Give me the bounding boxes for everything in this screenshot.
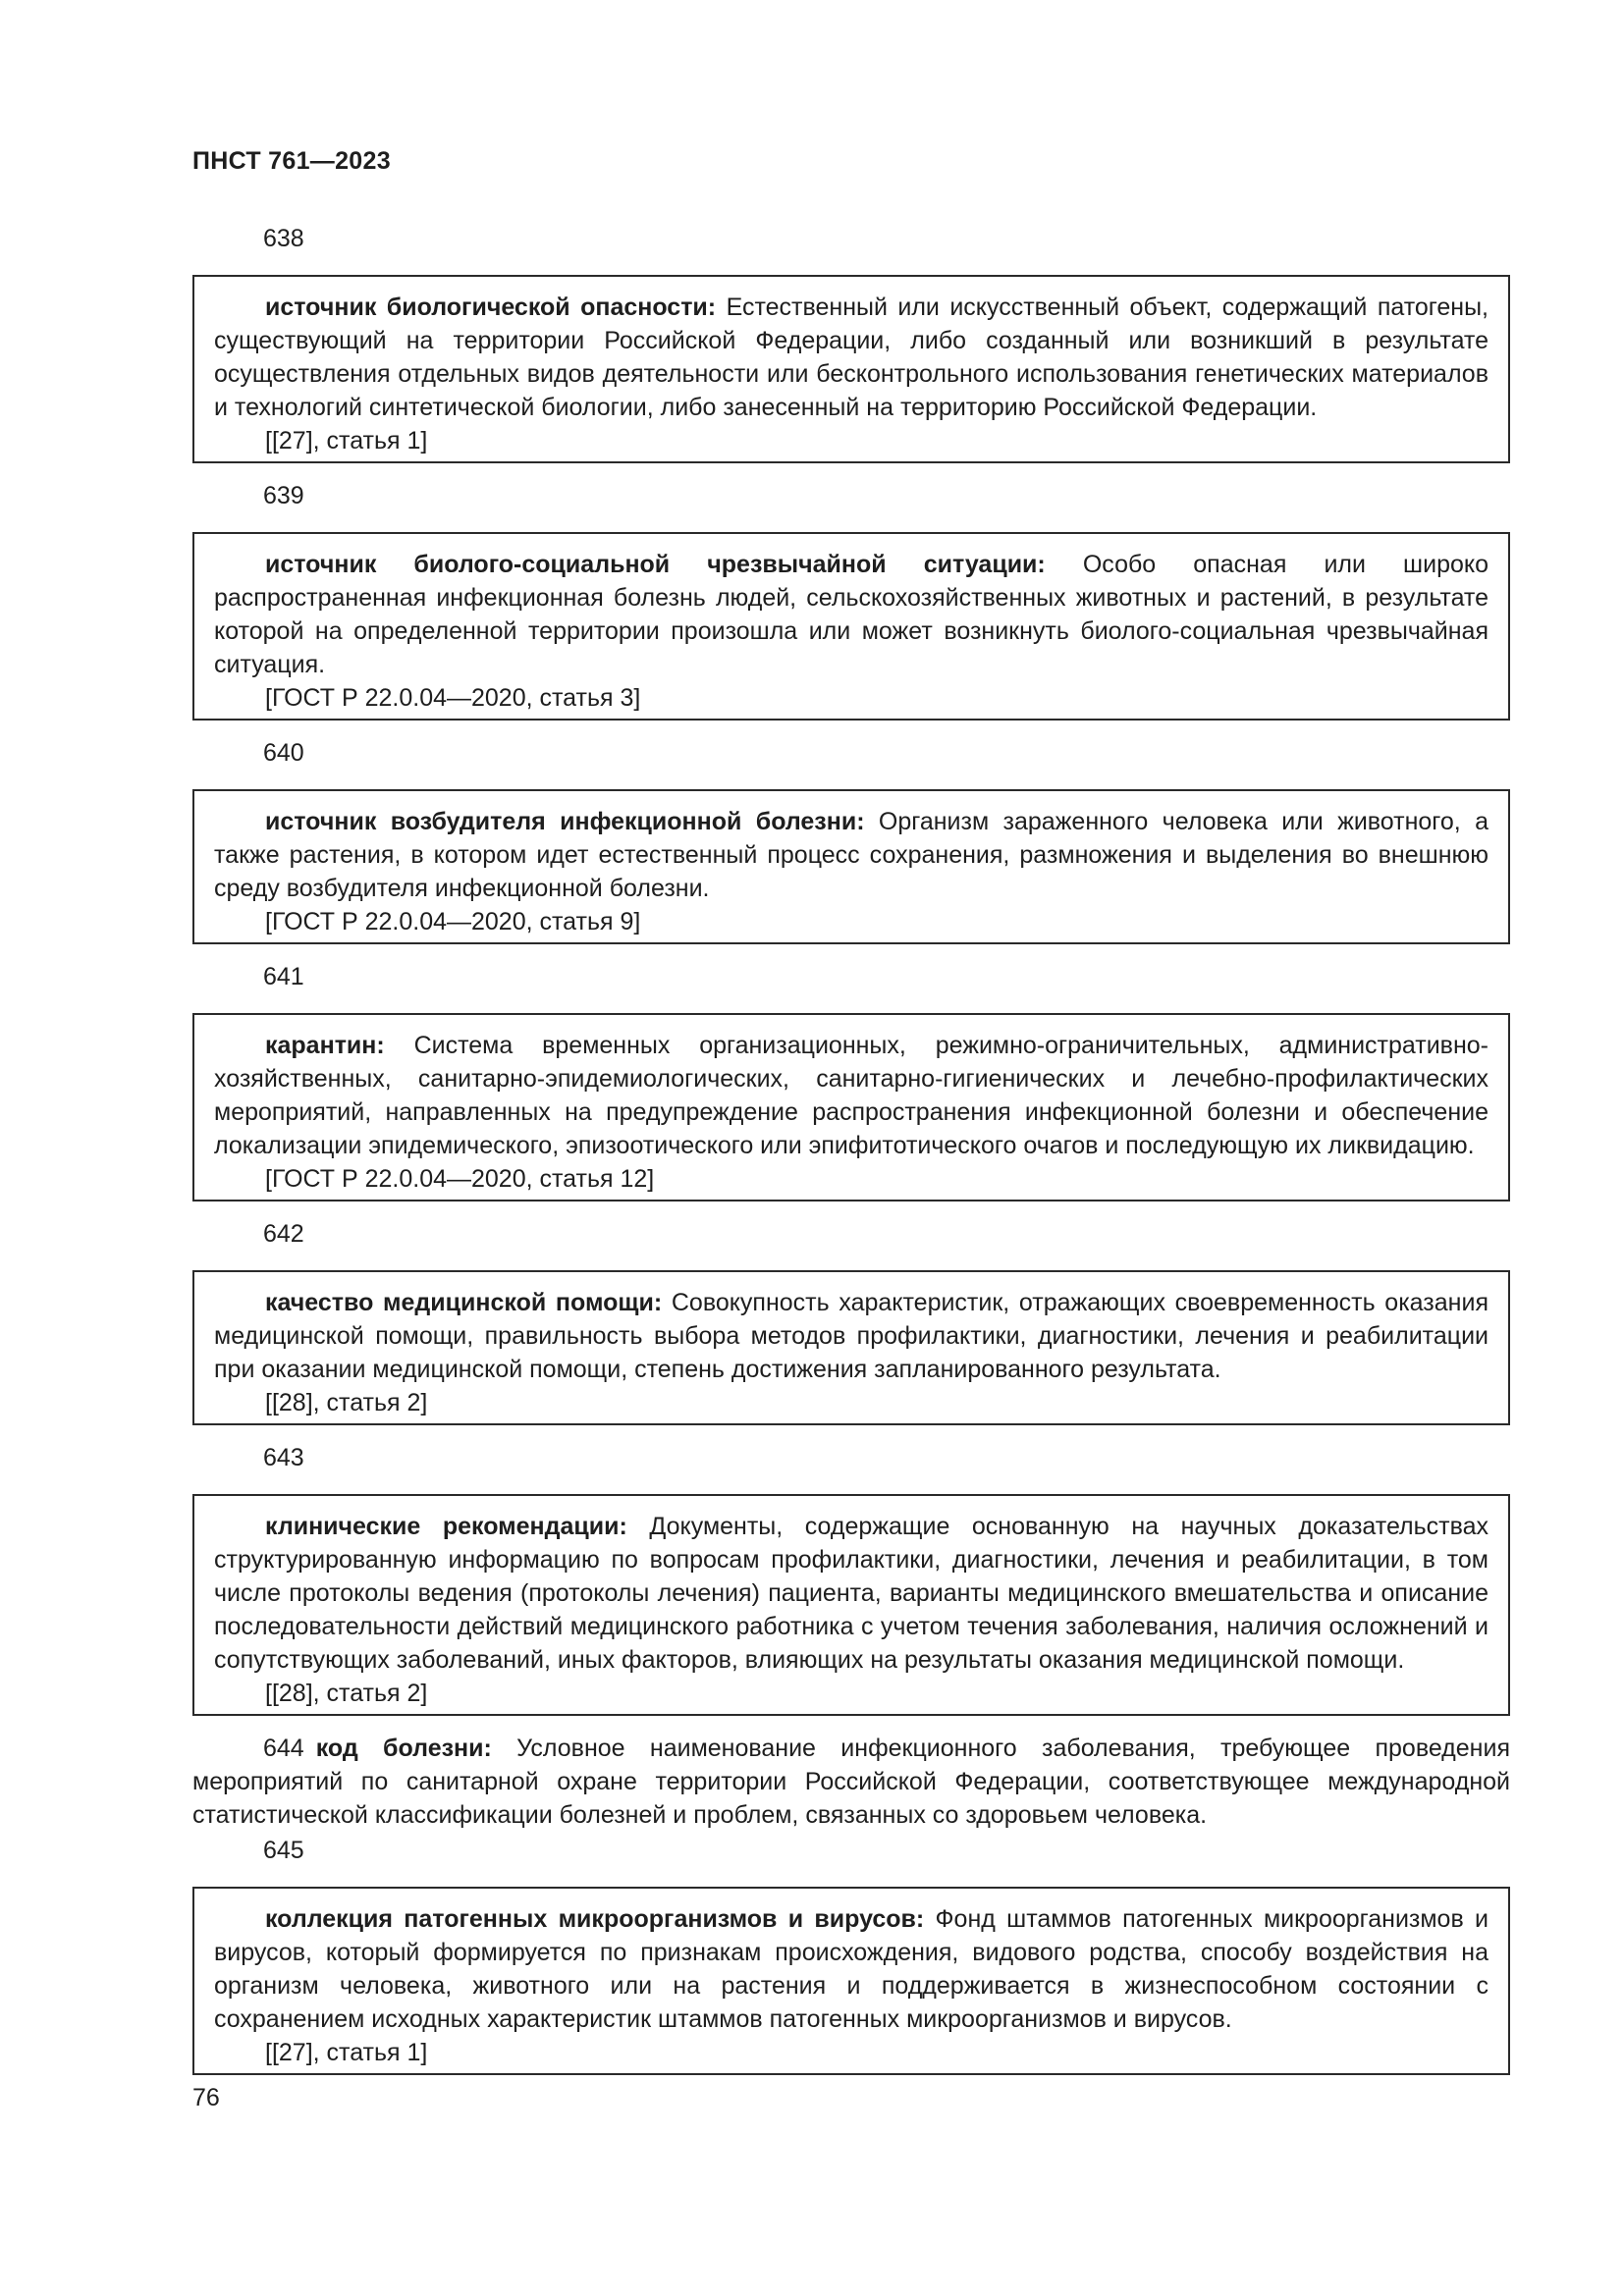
entry-number: 640 bbox=[263, 739, 304, 767]
term-text: Организм зараженного человека или животного, а также растения, в котором идет естественный процесс сохранения, размножения и выделения во внешнюю среду возбудителя инфекционной болезни. bbox=[214, 808, 1489, 902]
entry-number: 638 bbox=[263, 225, 304, 252]
term-definition bbox=[214, 1902, 1489, 2036]
entry-number: 645 bbox=[263, 1837, 304, 1864]
term-name: код болезни: bbox=[315, 1735, 492, 1762]
term-definition bbox=[214, 1510, 1489, 1677]
term-entry-box bbox=[192, 789, 1510, 944]
terms-list bbox=[192, 222, 1510, 2091]
term-name: источник биологической опасности: bbox=[265, 294, 717, 321]
entry-number: 641 bbox=[263, 963, 304, 990]
term-source: [[28], статья 2] bbox=[265, 1680, 428, 1707]
term-text: Система временных организационных, режимно-ограничительных, административно-хозяйственных, санитарно-эпидемиологических, санитарно-гигиенических и лечебно-профилактических мероприятий, направленных на предупреждение распространения инфекционной болезни и обеспечение локализации эпидемического, эпизоотического или эпифитотического очагов и последующую их ликвидацию. bbox=[214, 1032, 1489, 1159]
term-name: источник возбудителя инфекционной болезни: bbox=[265, 808, 865, 835]
term-name: источник биолого-социальной чрезвычайной ситуации: bbox=[265, 551, 1046, 578]
term-source: [[27], статья 1] bbox=[265, 427, 428, 454]
term-entry-box bbox=[192, 532, 1510, 721]
term-source: [[28], статья 2] bbox=[265, 1389, 428, 1416]
term-source: [ГОСТ Р 22.0.04—2020, статья 3] bbox=[265, 684, 641, 712]
entry-number: 639 bbox=[263, 482, 304, 509]
term-text: Естественный или искусственный объект, содержащий патогены, существующий на территории Российской Федерации, либо созданный или возникший в результате осуществления отдельных видов деятельности или бесконтрольного использования генетических материалов и технологий синтетической биологии, либо занесенный на территорию Российской Федерации. bbox=[214, 294, 1489, 421]
term-definition bbox=[192, 1732, 1510, 1832]
term-entry-box bbox=[192, 1013, 1510, 1201]
inline-term-entry bbox=[192, 1732, 1510, 1832]
term-name: качество медицинской помощи: bbox=[265, 1289, 663, 1316]
term-text: Документы, содержащие основанную на научных доказательствах структурированную информацию по вопросам профилактики, диагностики, лечения и реабилитации, в том числе протоколы ведения (протоколы лечения) пациента, варианты медицинского вмешательства и описание последовательности действий медицинского работника с учетом течения заболевания, наличия осложнений и сопутствующих заболеваний, иных факторов, влияющих на результаты оказания медицинской помощи. bbox=[214, 1513, 1489, 1674]
term-definition bbox=[214, 1029, 1489, 1162]
term-entry-box bbox=[192, 1887, 1510, 2075]
term-text: Фонд штаммов патогенных микроорганизмов и вирусов, который формируется по признакам происхождения, видового родства, способу воздействия на организм человека, животного или на растения и поддерживается в жизнеспособном состоянии с сохранением исходных характеристик штаммов патогенных микроорганизмов и вирусов. bbox=[214, 1905, 1489, 2033]
entry-number: 642 bbox=[263, 1220, 304, 1248]
term-text: Совокупность характеристик, отражающих своевременность оказания медицинской помощи, правильность выбора методов профилактики, диагностики, лечения и реабилитации при оказании медицинской помощи, степень достижения запланированного результата. bbox=[214, 1289, 1489, 1383]
term-text: Особо опасная или широко распространенная инфекционная болезнь людей, сельскохозяйственных животных и растений, в результате которой на определенной территории произошла или может возникнуть биолого-социальная чрезвычайная ситуация. bbox=[214, 551, 1489, 678]
term-definition bbox=[214, 805, 1489, 905]
entry-number: 643 bbox=[263, 1444, 304, 1471]
term-entry-box bbox=[192, 1270, 1510, 1425]
term-entry-box bbox=[192, 275, 1510, 463]
term-source: [[27], статья 1] bbox=[265, 2039, 428, 2066]
term-source: [ГОСТ Р 22.0.04—2020, статья 12] bbox=[265, 1165, 655, 1193]
term-source: [ГОСТ Р 22.0.04—2020, статья 9] bbox=[265, 908, 641, 935]
term-name: коллекция патогенных микроорганизмов и вирусов: bbox=[265, 1905, 925, 1933]
term-definition bbox=[214, 548, 1489, 681]
page-number: 76 bbox=[192, 2084, 220, 2111]
term-definition bbox=[214, 291, 1489, 424]
term-entry-box bbox=[192, 1494, 1510, 1716]
term-definition bbox=[214, 1286, 1489, 1386]
document-header: ПНСТ 761—2023 bbox=[192, 147, 391, 175]
term-text: Условное наименование инфекционного заболевания, требующее проведения мероприятий по санитарной охране территории Российской Федерации, соответствующее международной статистической классификации болезней и проблем, связанных со здоровьем человека. bbox=[192, 1735, 1510, 1829]
term-name: карантин: bbox=[265, 1032, 385, 1059]
entry-number: 644 bbox=[263, 1735, 304, 1762]
term-name: клинические рекомендации: bbox=[265, 1513, 627, 1540]
